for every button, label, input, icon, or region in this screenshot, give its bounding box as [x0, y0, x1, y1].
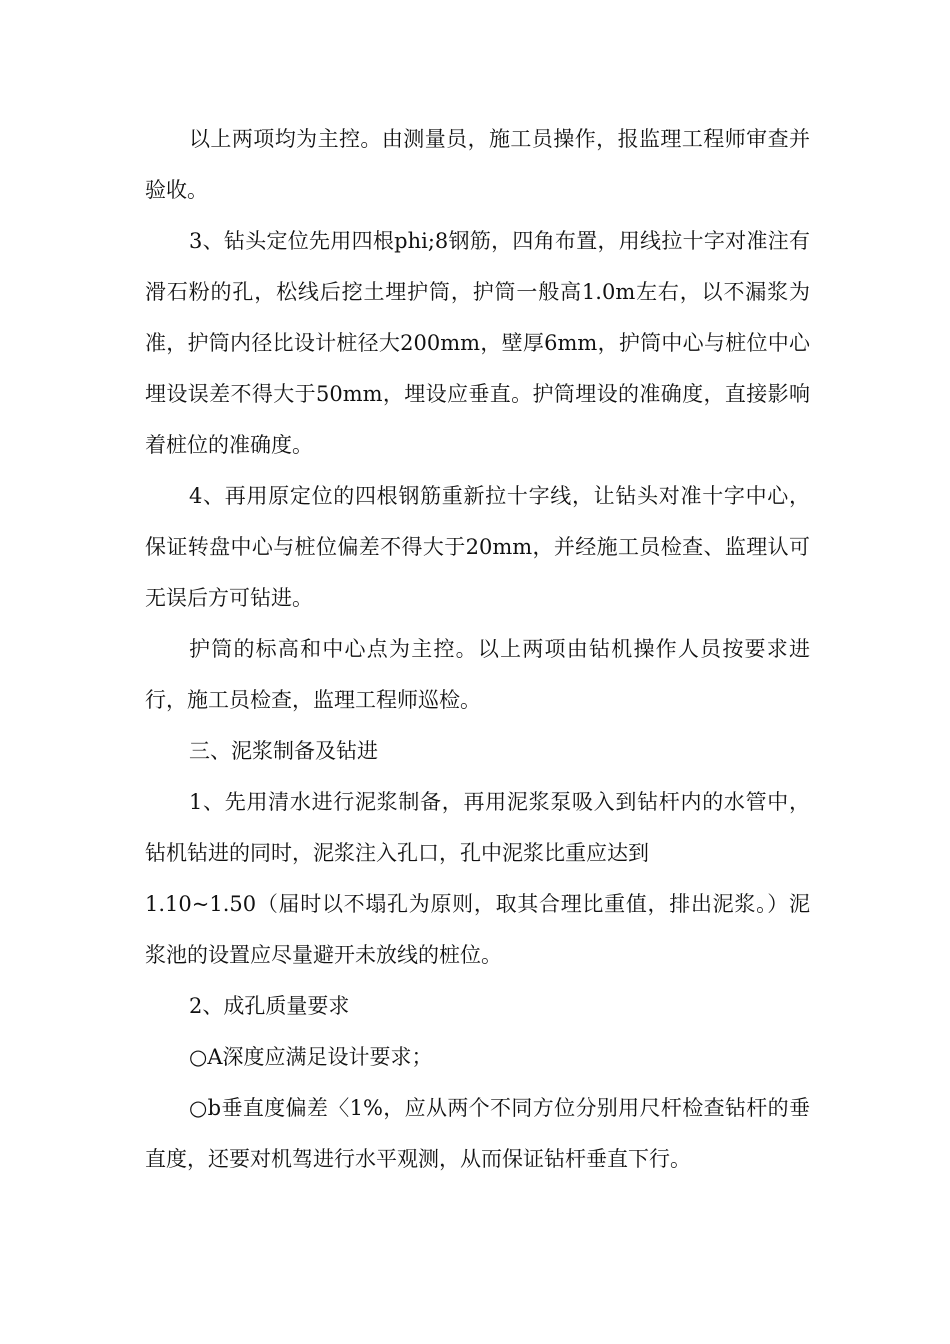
- section-heading-mud-drilling: 三、泥浆制备及钻进: [189, 739, 378, 763]
- paragraph-hole-quality-heading: 2、成孔质量要求: [189, 994, 350, 1018]
- list-item-verticality-requirement: ○b垂直度偏差〈1%，应从两个不同方位分别用尺杆检查钻杆的垂直度，还要对机驾进行水平观测，从而保证钻杆垂直下行。: [145, 1096, 810, 1171]
- paragraph-mud-density: 1.10~1.50（届时以不塌孔为原则，取其合理比重值，排出泥浆。）泥浆池的设置应尽量避开未放线的桩位。: [145, 892, 810, 967]
- paragraph-drill-positioning: 3、钻头定位先用四根phi;8钢筋，四角布置，用线拉十字对准注有滑石粉的孔，松线后挖土埋护筒，护筒一般高1.0m左右，以不漏浆为准，护筒内径比设计桩径大200mm，壁厚6mm，护筒中心与桩位中心埋设误差不得大于50mm，埋设应垂直。护筒埋设的准确度，直接影响着桩位的准确度。: [145, 229, 810, 457]
- paragraph-mud-preparation: 1、先用清水进行泥浆制备，再用泥浆泵吸入到钻杆内的水管中，钻机钻进的同时，泥浆注入孔口，孔中泥浆比重应达到: [145, 790, 810, 865]
- document-page: [145, 114, 810, 1185]
- list-item-depth-requirement: ○A深度应满足设计要求；: [189, 1045, 433, 1069]
- paragraph-main-control-note: 以上两项均为主控。由测量员，施工员操作，报监理工程师审查并验收。: [145, 127, 810, 202]
- paragraph-re-alignment: 4、再用原定位的四根钢筋重新拉十字线，让钻头对准十字中心，保证转盘中心与桩位偏差不得大于20mm，并经施工员检查、监理认可无误后方可钻进。: [145, 484, 810, 610]
- paragraph-casing-control: 护筒的标高和中心点为主控。以上两项由钻机操作人员按要求进行，施工员检查，监理工程师巡检。: [145, 637, 810, 712]
